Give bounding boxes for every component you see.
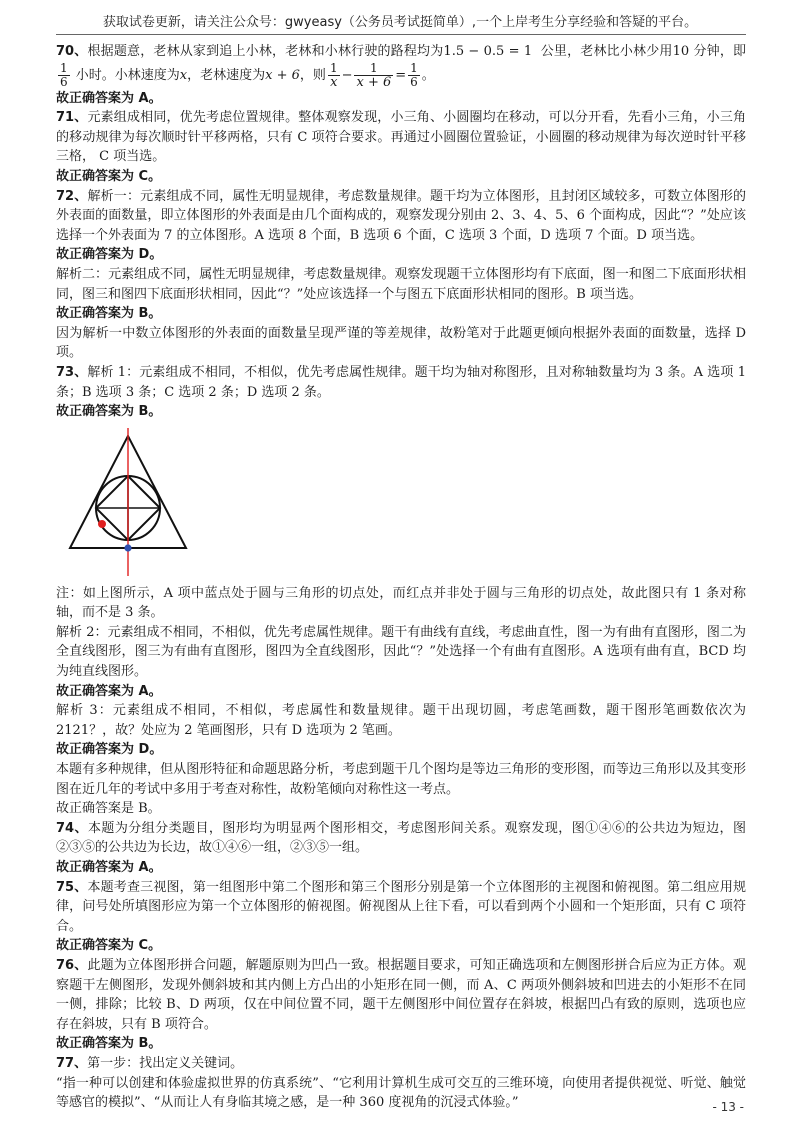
q70-answer: 故正确答案为 A。	[56, 90, 162, 106]
q74-answer: 故正确答案为 A。	[56, 860, 162, 875]
page-number: - 13 -	[712, 1100, 744, 1114]
page-banner: 获取试卷更新，请关注公众号：gwyeasy（公务员考试挺简单）,一个上岸考生分享经验和答疑的平台。	[102, 15, 698, 30]
q73-answer1: 故正确答案为 B。	[56, 404, 162, 420]
q73-answer2: 故正确答案为 A。	[56, 683, 162, 699]
q70-end: 。	[421, 67, 435, 83]
q74-paragraph	[56, 819, 746, 858]
q77-text1: 第一步：找出定义关键词。	[87, 1055, 244, 1071]
q72-answer1: 故正确答案为 D。	[56, 247, 163, 263]
q70-frac-1-6b: $\frac{1}{6}$	[410, 60, 418, 89]
answer-content	[56, 42, 746, 1113]
q77-paragraph	[56, 1054, 746, 1074]
q72-paragraph	[56, 187, 746, 246]
q70-text6: ，则	[299, 67, 326, 83]
q77-number: 77、	[56, 1055, 88, 1071]
q70-frac-1-x: $\frac{1}{x}$	[329, 60, 338, 90]
q70-minus: −	[341, 67, 353, 83]
q72-text3: 因为解析一中数立体图形的外表面的面数量呈现严谨的等差规律，故粉笔对于此题更倾向根据外表面的面数量，选择 D 项。	[56, 325, 746, 361]
q70-text2: 公里，老林比小林少用	[540, 44, 673, 59]
q73-answer3: 故正确答案为 D。	[56, 742, 163, 758]
q73-paragraph	[56, 363, 746, 402]
q76-answer: 故正确答案为 B。	[56, 1036, 162, 1052]
q72-text1: 解析一：元素组成不同，属性无明显规律，考虑数量规律。题干均为立体图形，且封闭区域较多，可数立体图形的外表面的面数量，即立体图形的外表面是由几个面构成的，观察发现分别由 2、3、4、5、6 个面构成，因此“？”处应该选择一个外表面为 7 的立体图形。A 选项 8 个面，B 选项 6 个面，C 选项 3 个面，D 选项 7 个面。D 项当选。	[56, 188, 746, 243]
q75-text: 本题考查三视图，第一组图形中第二个图形和第三个图形分别是第一个立体图形的主视图和俯视图。第二组应用规律，问号处所填图形应为第一个立体图形的俯视图。俯视图从上往下看，可以看到两个小圆和一个矩形面，只有 C 项符合。	[56, 879, 746, 934]
q73-text2: 解析 2：元素组成不相同，不相似，优先考虑属性规律。题干有曲线有直线，考虑曲直性，图一为有曲有直图形，图二为全直线图形，图三为有曲有直图形，图四为全直线图形，因此“？”处选择一个有曲有直图形。A 选项有曲有直，BCD 均为纯直线图形。	[56, 624, 746, 680]
q72-number: 72、	[56, 188, 88, 204]
red-point	[98, 520, 106, 528]
q72-text2: 解析二：元素组成不同，属性无明显规律，考虑数量规律。观察发现题干立体图形均有下底面，图一和图二下底面形状相同，图三和图四下底面形状相同，因此“？”处应该选择一个与图五下底面形状相同的图形。B 项当选。	[56, 266, 746, 302]
q70-var-x6: x + 6	[265, 67, 300, 83]
q74-number: 74、	[56, 820, 88, 836]
q73-text1: 解析 1：元素组成不相同，不相似，优先考虑属性规律。题干均为轴对称图形，且对称轴数量均为 3 条。A 选项 1 条；B 选项 3 条；C 选项 2 条；D 选项 2 条。	[56, 364, 746, 400]
q70-number: 70、	[56, 44, 88, 59]
q70-var-x: x	[179, 67, 188, 83]
q70-ten: 10	[672, 44, 690, 59]
blue-point	[124, 544, 131, 551]
q70-text5: ，老林速度为	[187, 67, 266, 83]
q77-text2: “指一种可以创建和体验虚拟世界的仿真系统”、“它利用计算机生成可交互的三维环境，向使用者提供视觉、听觉、触觉等感官的模拟”、“从而让人有身临其境之感，是一种 360 度视角的沉浸式体验。”	[56, 1075, 746, 1111]
q76-paragraph	[56, 956, 746, 1034]
q76-text: 此题为立体图形拼合问题，解题原则为凹凸一致。根据题目要求，可知正确选项和左侧图形拼合后应为正方体。观察题干左侧图形，发现外侧斜坡和其内侧上方凸出的小矩形在同一侧，而 A、C 两项外侧斜坡和凹进去的小矩形不在同一侧，排除；比较 B、D 两项，仅在中间位置不同，题干左侧图形中间位置存在斜坡，根据凹凸有致的原则，选项也应存在斜坡，只有 B 项符合。	[56, 957, 746, 1032]
header-rule	[56, 34, 746, 35]
q76-number: 76、	[56, 957, 88, 973]
q70-paragraph	[56, 42, 746, 89]
q71-paragraph	[56, 108, 746, 167]
q74-text: 本题为分组分类题目，图形均为明显两个图形相交，考虑图形间关系。观察发现，图①④⑥的公共边为短边，图②③⑤的公共边为长边，故①④⑥一组，②③⑤一组。	[56, 820, 746, 856]
q75-paragraph	[56, 878, 746, 937]
q70-text4: 小时。小林速度为	[75, 67, 180, 83]
q73-note: 注：如上图所示，A 项中蓝点处于圆与三角形的切点处，而红点并非处于圆与三角形的切点处，故此图只有 1 条对称轴，而不是 3 条。	[56, 585, 746, 621]
triangle-circle-diagram	[56, 426, 206, 582]
q71-number: 71、	[56, 110, 88, 126]
q75-answer: 故正确答案为 C。	[56, 938, 162, 954]
q71-answer: 故正确答案为 C。	[56, 168, 162, 184]
q70-text3: 分钟，即	[693, 44, 747, 59]
q71-text: 元素组成相同，优先考虑位置规律。整体观察发现，小三角、小圆圈均在移动，可以分开看，先看小三角，小三角的移动规律为每次顺时针平移两格，只有 C 项符合要求。再通过小圆圈位置验证，小圆圈的移动规律为每次逆时针平移三格， C 项当选。	[56, 110, 746, 165]
q75-number: 75、	[56, 879, 88, 895]
q73-text3: 解析 3：元素组成不相同，不相似，考虑属性和数量规律。题干出现切圆，考虑笔画数，题干图形笔画数依次为 2121？，故？处应为 2 笔画图形，只有 D 选项为 2 笔画。	[56, 703, 746, 738]
q73-final: 故正确答案是 B。	[56, 801, 161, 817]
q73-number: 73、	[56, 364, 88, 380]
q70-frac-1-x6: $\frac{1}{x + 6}$	[356, 60, 392, 90]
q70-eq1: 1.5 − 0.5 = 1	[443, 44, 533, 59]
q70-text1: 根据题意，老林从家到追上小林，老林和小林行驶的路程均为	[87, 44, 444, 59]
q72-answer2: 故正确答案为 B。	[56, 306, 162, 322]
q70-frac-1-6: $\frac{1}{6}$	[60, 60, 68, 89]
symmetry-figure	[56, 426, 746, 582]
q70-equals: =	[395, 67, 407, 83]
q73-text4: 本题有多种规律，但从图形特征和命题思路分析，考虑到题干几个图均是等边三角形的变形图，而等边三角形以及其变形图在近几年的考试中多用于考查对称性，故粉笔倾向对称性这一考点。	[56, 762, 746, 797]
